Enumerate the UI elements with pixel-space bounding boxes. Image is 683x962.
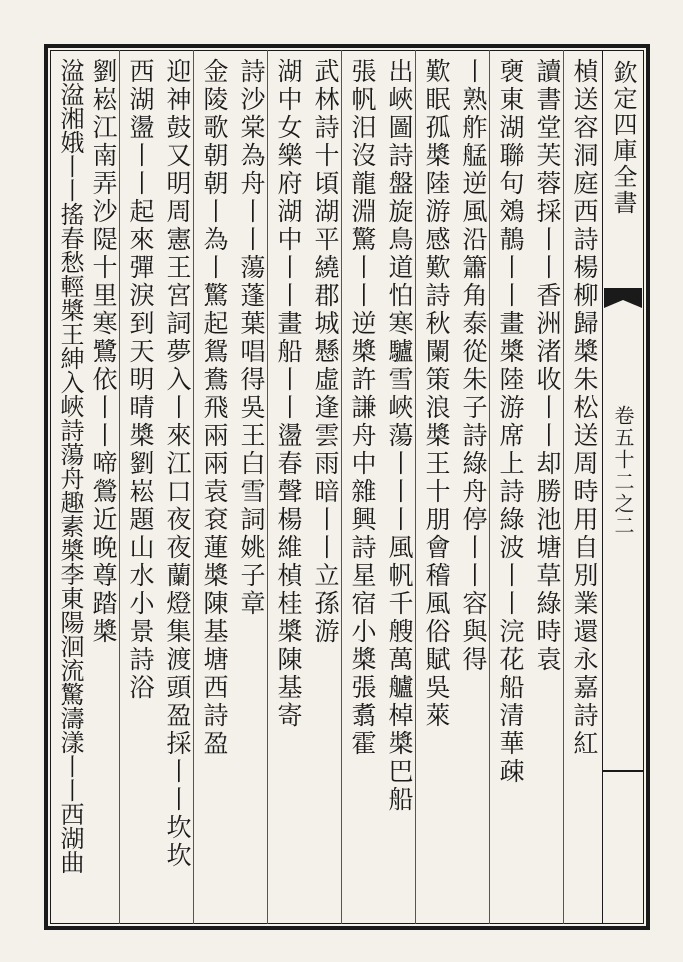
column-rule: [193, 50, 194, 924]
text-column-9: 湖中女樂府湖中丨丨畫船丨丨盪春聲楊維楨桂槳陳基寄: [274, 58, 303, 730]
text-column-2: 讀書堂芙蓉採丨丨香洲渚收丨丨却勝池塘草綠時袁: [533, 58, 562, 674]
text-column-4: 丨熟舴艋逆風沿簫角泰從朱子詩綠舟停丨丨容與得: [459, 58, 488, 674]
text-column-8: 武林詩十頃湖平繞郡城懸虛逢雲雨暗丨丨立孫游: [311, 58, 340, 646]
column-rule: [415, 50, 416, 924]
fish-tail-mark: [604, 288, 642, 328]
margin-divider: [602, 770, 644, 772]
column-rule: [119, 50, 120, 924]
text-column-3: 褏東湖聯句鵁鶄丨丨畫槳陸游席上詩綠波丨丨浣花船清華疎: [496, 58, 525, 786]
text-column-13: 西湖盪丨丨起來彈淚到天明晴槳劉崧題山水小景詩浴: [126, 58, 155, 702]
column-rule: [267, 50, 268, 924]
column-rule: [489, 50, 490, 924]
text-column-12: 迎神鼓又明周憲王宮詞夢入丨來江口夜夜蘭燈集渡頭盈採丨丨坎坎: [163, 58, 192, 870]
text-column-10: 詩沙棠為舟丨丨蕩蓬葉唱得吳王白雪詞姚子章: [237, 58, 266, 618]
text-column-14: 劉崧江南弄沙隄十里寒鷺依丨丨啼鶯近晚尊踏槳: [89, 58, 118, 646]
text-column-1: 楨送容洞庭西詩楊柳歸槳朱松送周時用自別業還永嘉詩紅: [570, 58, 599, 758]
text-column-6: 出峽圖詩盤旋鳥道怕寒驢雪峽蕩丨丨丨風帆千艘萬艫棹槳巴船: [385, 58, 414, 814]
text-column-7: 張帆汨沒龍淵驚丨丨逆槳許謙舟中雜興詩星宿小槳張翥霍: [348, 58, 377, 758]
column-rule: [563, 50, 564, 924]
text-column-5: 歎眠孤槳陸游感歎詩秋闌策浪槳王十朋會稽風俗賦吳萊: [422, 58, 451, 730]
column-rule: [341, 50, 342, 924]
text-column-11: 金陵歌朝朝丨為丨驚起鴛鴦飛兩兩袁袞蓮槳陳基塘西詩盈: [200, 58, 229, 758]
text-column-15: 湓湓湘娥丨丨搖春愁輕槳王紳入峽詩蕩舟趣素槳李東陽洄流驚濤漾丨丨西湖曲: [56, 58, 84, 874]
book-title: 欽定四庫全書: [609, 60, 637, 216]
chapter-number: 卷五十二之二: [611, 405, 635, 537]
